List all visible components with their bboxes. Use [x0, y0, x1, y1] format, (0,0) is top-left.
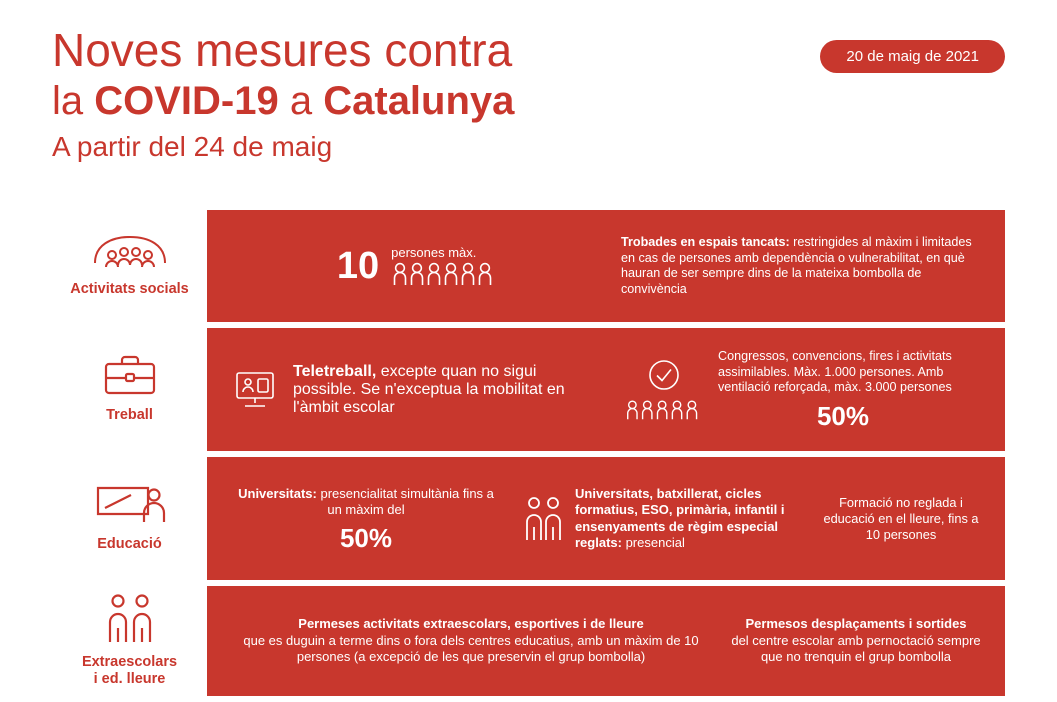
- max-persones-number: 10: [336, 245, 380, 287]
- formacio-text: Formació no reglada i educació en el lleure, fins a 10 persones: [823, 494, 979, 542]
- title-la: la: [52, 79, 95, 123]
- cell-trobades-espais-tancats: [611, 231, 991, 301]
- row-content: [207, 210, 1005, 322]
- table-row: [52, 210, 1005, 322]
- cell-desplacaments-sortides: [721, 612, 991, 670]
- cell-max-persones: [221, 241, 611, 291]
- page-title-line1: [52, 24, 752, 76]
- title-a: a: [278, 79, 324, 123]
- ensenyaments-bold: Universitats, batxillerat, cicles formatius, ESO, primària, infantil i ensenyaments de règim especial reglats:: [575, 485, 785, 550]
- page-header: [52, 24, 752, 164]
- category-activitats-socials: [52, 210, 207, 322]
- category-extraescolars: [52, 586, 207, 696]
- cell-teletreball: [221, 359, 601, 421]
- congressos-text: Congressos, convencions, fires i activitats assimilables. Màx. 1.000 persones. Amb ventilació reforçada, màx. 3.000 persones: [718, 349, 952, 395]
- teacher-board-icon: [92, 482, 168, 528]
- cell-formacio-no-reglada: [811, 491, 991, 547]
- universitats-bold: Universitats:: [238, 485, 317, 501]
- people-group-icon: [91, 233, 169, 273]
- max-persones-text: persones màx.: [391, 245, 477, 260]
- category-treball: [52, 328, 207, 451]
- people-row-icon: [391, 261, 495, 287]
- category-label-line1: Extraescolars: [81, 654, 178, 670]
- category-label-line2: i ed. lleure: [93, 671, 166, 687]
- title-contra: contra: [384, 24, 513, 76]
- two-people-icon: [101, 592, 159, 646]
- table-row: [52, 328, 1005, 451]
- table-row: [52, 457, 1005, 580]
- row-content: [207, 457, 1005, 580]
- congressos-percent: 50%: [816, 400, 870, 431]
- people-row-icon: [624, 398, 704, 422]
- cell-congressos: [601, 345, 991, 434]
- video-call-icon: [231, 368, 279, 412]
- teletreball-text-block: [293, 363, 591, 417]
- desplacaments-bold: Permesos desplaçaments i sortides: [745, 616, 967, 632]
- cell-activitats-extraescolars: [221, 612, 721, 670]
- extraescolars-text: que es duguin a terme dins o fora dels centres educatius, amb un màxim de 10 persones (a excepció de les que preservin el grup bombolla): [243, 632, 699, 665]
- universitats-text: presencialitat simultània fins a un màxim del: [316, 485, 494, 517]
- trobades-text: restringides al màxim i limitades en cas de persones amb dependència o vulnerabilitat, en què hauran de ser sempre dins de la mateixa bombolla de convivència: [621, 235, 972, 296]
- two-people-icon: [521, 494, 565, 544]
- teletreball-text: excepte quan no sigui possible. Se n'exceptua la mobilitat en l'àmbit escolar: [293, 362, 565, 416]
- universitats-percent: 50%: [339, 522, 393, 553]
- title-main: Noves mesures: [52, 24, 385, 76]
- page-title-line2: [52, 78, 752, 124]
- category-educacio: [52, 457, 207, 580]
- cell-universitats-presencialitat: [221, 482, 511, 556]
- row-content: [207, 586, 1005, 696]
- category-label: Activitats socials: [70, 280, 189, 297]
- measures-table: [52, 210, 1005, 702]
- title-covid: COVID-19: [94, 79, 279, 123]
- page-subtitle: A partir del 24 de maig: [52, 131, 333, 162]
- desplacaments-text: del centre escolar amb pernoctació sempre que no trenquin el grup bombolla: [731, 632, 981, 665]
- briefcase-icon: [101, 353, 159, 399]
- table-row: [52, 586, 1005, 696]
- ensenyaments-text: presencial: [621, 535, 685, 550]
- check-circle-icon: [647, 358, 681, 392]
- teletreball-bold: Teletreball,: [293, 362, 377, 380]
- title-catalunya: Catalunya: [323, 79, 515, 123]
- trobades-bold: Trobades en espais tancats:: [621, 235, 790, 249]
- cell-ensenyaments-presencial: [511, 482, 811, 556]
- extraescolars-bold: Permeses activitats extraescolars, esportives i de lleure: [298, 616, 644, 632]
- category-label: Educació: [97, 536, 162, 552]
- category-label: Treball: [106, 407, 153, 423]
- row-content: [207, 328, 1005, 451]
- date-badge: 20 de maig de 2021: [820, 40, 1005, 73]
